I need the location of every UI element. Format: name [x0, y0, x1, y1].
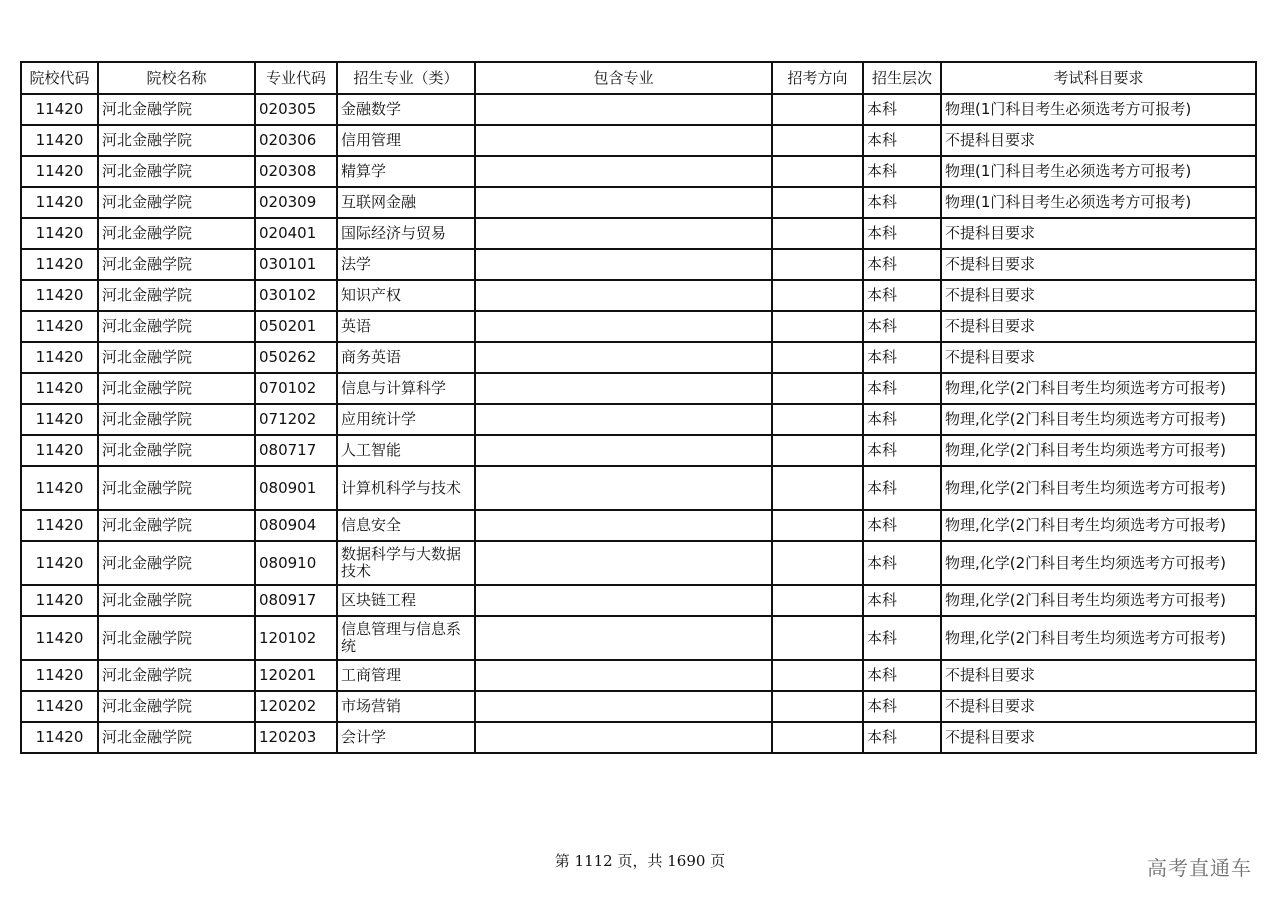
cell-major-code: 120102 — [255, 616, 337, 660]
cell-includes — [475, 585, 772, 616]
header-requirement: 考试科目要求 — [941, 62, 1256, 94]
cell-school-code: 11420 — [21, 280, 98, 311]
table-row — [21, 510, 1256, 541]
cell-school-code: 11420 — [21, 691, 98, 722]
cell-school-code: 11420 — [21, 585, 98, 616]
cell-school-name: 河北金融学院 — [98, 435, 255, 466]
cell-includes — [475, 722, 772, 753]
cell-includes — [475, 373, 772, 404]
cell-level: 本科 — [863, 311, 941, 342]
cell-school-name: 河北金融学院 — [98, 691, 255, 722]
cell-school-name: 河北金融学院 — [98, 404, 255, 435]
cell-requirement: 不提科目要求 — [941, 342, 1256, 373]
cell-major-code: 030101 — [255, 249, 337, 280]
table-body — [21, 94, 1256, 753]
cell-school-name: 河北金融学院 — [98, 541, 255, 585]
cell-direction — [772, 466, 863, 510]
cell-requirement: 不提科目要求 — [941, 311, 1256, 342]
cell-major: 数据科学与大数据技术 — [337, 541, 475, 585]
table-row — [21, 660, 1256, 691]
cell-direction — [772, 342, 863, 373]
cell-major-code: 120201 — [255, 660, 337, 691]
cell-major: 商务英语 — [337, 342, 475, 373]
cell-includes — [475, 218, 772, 249]
cell-major-code: 120203 — [255, 722, 337, 753]
cell-direction — [772, 404, 863, 435]
table-row — [21, 218, 1256, 249]
cell-school-code: 11420 — [21, 187, 98, 218]
cell-major-code: 020306 — [255, 125, 337, 156]
cell-level: 本科 — [863, 156, 941, 187]
cell-major: 区块链工程 — [337, 585, 475, 616]
cell-school-name: 河北金融学院 — [98, 218, 255, 249]
cell-includes — [475, 280, 772, 311]
table-row — [21, 541, 1256, 585]
cell-school-name: 河北金融学院 — [98, 94, 255, 125]
header-level: 招生层次 — [863, 62, 941, 94]
cell-major-code: 020308 — [255, 156, 337, 187]
cell-requirement: 物理(1门科目考生必须选考方可报考) — [941, 187, 1256, 218]
cell-major: 法学 — [337, 249, 475, 280]
cell-requirement: 不提科目要求 — [941, 660, 1256, 691]
cell-includes — [475, 249, 772, 280]
table-row — [21, 311, 1256, 342]
cell-school-name: 河北金融学院 — [98, 156, 255, 187]
cell-school-name: 河北金融学院 — [98, 373, 255, 404]
cell-school-name: 河北金融学院 — [98, 187, 255, 218]
cell-requirement: 物理,化学(2门科目考生均须选考方可报考) — [941, 435, 1256, 466]
cell-direction — [772, 311, 863, 342]
cell-school-name: 河北金融学院 — [98, 311, 255, 342]
cell-school-code: 11420 — [21, 342, 98, 373]
header-major-code: 专业代码 — [255, 62, 337, 94]
table-row — [21, 187, 1256, 218]
cell-level: 本科 — [863, 722, 941, 753]
cell-level: 本科 — [863, 585, 941, 616]
cell-major: 市场营销 — [337, 691, 475, 722]
cell-major-code: 080910 — [255, 541, 337, 585]
cell-level: 本科 — [863, 342, 941, 373]
cell-major-code: 120202 — [255, 691, 337, 722]
header-major: 招生专业（类） — [337, 62, 475, 94]
cell-school-code: 11420 — [21, 125, 98, 156]
cell-direction — [772, 616, 863, 660]
table-row — [21, 404, 1256, 435]
cell-includes — [475, 311, 772, 342]
cell-includes — [475, 435, 772, 466]
table-row — [21, 94, 1256, 125]
cell-school-code: 11420 — [21, 156, 98, 187]
cell-level: 本科 — [863, 280, 941, 311]
page-number: 第 1112 页，共 1690 页 — [554, 852, 726, 870]
cell-requirement: 不提科目要求 — [941, 691, 1256, 722]
cell-major: 信息管理与信息系统 — [337, 616, 475, 660]
cell-major-code: 030102 — [255, 280, 337, 311]
cell-includes — [475, 510, 772, 541]
cell-school-name: 河北金融学院 — [98, 660, 255, 691]
cell-includes — [475, 187, 772, 218]
cell-major-code: 050201 — [255, 311, 337, 342]
cell-major-code: 020309 — [255, 187, 337, 218]
cell-direction — [772, 125, 863, 156]
cell-requirement: 物理,化学(2门科目考生均须选考方可报考) — [941, 616, 1256, 660]
cell-requirement: 物理,化学(2门科目考生均须选考方可报考) — [941, 373, 1256, 404]
cell-major-code: 050262 — [255, 342, 337, 373]
cell-direction — [772, 373, 863, 404]
cell-school-code: 11420 — [21, 466, 98, 510]
cell-major: 工商管理 — [337, 660, 475, 691]
cell-includes — [475, 466, 772, 510]
header-school-code: 院校代码 — [21, 62, 98, 94]
cell-school-name: 河北金融学院 — [98, 510, 255, 541]
cell-includes — [475, 404, 772, 435]
cell-major-code: 020305 — [255, 94, 337, 125]
table-row — [21, 722, 1256, 753]
cell-major: 信用管理 — [337, 125, 475, 156]
cell-requirement: 物理,化学(2门科目考生均须选考方可报考) — [941, 541, 1256, 585]
cell-major-code: 071202 — [255, 404, 337, 435]
cell-requirement: 物理,化学(2门科目考生均须选考方可报考) — [941, 585, 1256, 616]
cell-school-code: 11420 — [21, 616, 98, 660]
cell-school-code: 11420 — [21, 404, 98, 435]
cell-school-code: 11420 — [21, 311, 98, 342]
cell-requirement: 物理,化学(2门科目考生均须选考方可报考) — [941, 510, 1256, 541]
cell-level: 本科 — [863, 541, 941, 585]
cell-major-code: 080901 — [255, 466, 337, 510]
cell-includes — [475, 156, 772, 187]
header-direction: 招考方向 — [772, 62, 863, 94]
cell-school-name: 河北金融学院 — [98, 616, 255, 660]
cell-school-code: 11420 — [21, 249, 98, 280]
cell-direction — [772, 187, 863, 218]
table-row — [21, 616, 1256, 660]
cell-school-name: 河北金融学院 — [98, 125, 255, 156]
table-row — [21, 125, 1256, 156]
cell-includes — [475, 342, 772, 373]
cell-requirement: 物理(1门科目考生必须选考方可报考) — [941, 156, 1256, 187]
cell-school-name: 河北金融学院 — [98, 342, 255, 373]
cell-requirement: 物理,化学(2门科目考生均须选考方可报考) — [941, 404, 1256, 435]
table-row — [21, 373, 1256, 404]
cell-requirement: 不提科目要求 — [941, 249, 1256, 280]
cell-level: 本科 — [863, 187, 941, 218]
cell-school-code: 11420 — [21, 541, 98, 585]
cell-major: 信息安全 — [337, 510, 475, 541]
table-row — [21, 249, 1256, 280]
cell-level: 本科 — [863, 404, 941, 435]
cell-major: 计算机科学与技术 — [337, 466, 475, 510]
cell-major-code: 080717 — [255, 435, 337, 466]
cell-level: 本科 — [863, 616, 941, 660]
cell-includes — [475, 94, 772, 125]
cell-level: 本科 — [863, 660, 941, 691]
table-row — [21, 280, 1256, 311]
cell-level: 本科 — [863, 94, 941, 125]
cell-major: 英语 — [337, 311, 475, 342]
cell-direction — [772, 585, 863, 616]
cell-school-code: 11420 — [21, 218, 98, 249]
cell-direction — [772, 435, 863, 466]
header-includes: 包含专业 — [475, 62, 772, 94]
table-row — [21, 585, 1256, 616]
cell-school-code: 11420 — [21, 660, 98, 691]
table-row — [21, 156, 1256, 187]
cell-requirement: 物理,化学(2门科目考生均须选考方可报考) — [941, 466, 1256, 510]
cell-requirement: 不提科目要求 — [941, 280, 1256, 311]
cell-major-code: 070102 — [255, 373, 337, 404]
cell-major: 知识产权 — [337, 280, 475, 311]
cell-major: 会计学 — [337, 722, 475, 753]
cell-major-code: 080917 — [255, 585, 337, 616]
cell-level: 本科 — [863, 125, 941, 156]
admission-table — [20, 61, 1257, 754]
cell-school-code: 11420 — [21, 722, 98, 753]
cell-requirement: 不提科目要求 — [941, 125, 1256, 156]
cell-school-code: 11420 — [21, 94, 98, 125]
cell-includes — [475, 616, 772, 660]
table-header-row — [21, 62, 1256, 94]
watermark: 高考直通车 — [1147, 856, 1252, 880]
cell-requirement: 不提科目要求 — [941, 722, 1256, 753]
cell-school-name: 河北金融学院 — [98, 585, 255, 616]
cell-major: 金融数学 — [337, 94, 475, 125]
cell-requirement: 物理(1门科目考生必须选考方可报考) — [941, 94, 1256, 125]
table-row — [21, 691, 1256, 722]
cell-includes — [475, 691, 772, 722]
cell-requirement: 不提科目要求 — [941, 218, 1256, 249]
cell-level: 本科 — [863, 249, 941, 280]
cell-level: 本科 — [863, 373, 941, 404]
cell-direction — [772, 691, 863, 722]
cell-level: 本科 — [863, 466, 941, 510]
cell-direction — [772, 660, 863, 691]
cell-major: 互联网金融 — [337, 187, 475, 218]
table-row — [21, 466, 1256, 510]
cell-direction — [772, 541, 863, 585]
cell-includes — [475, 125, 772, 156]
cell-level: 本科 — [863, 435, 941, 466]
cell-direction — [772, 280, 863, 311]
cell-school-name: 河北金融学院 — [98, 722, 255, 753]
cell-school-code: 11420 — [21, 510, 98, 541]
cell-includes — [475, 541, 772, 585]
cell-direction — [772, 249, 863, 280]
cell-major-code: 080904 — [255, 510, 337, 541]
header-school-name: 院校名称 — [98, 62, 255, 94]
cell-direction — [772, 218, 863, 249]
cell-major: 人工智能 — [337, 435, 475, 466]
cell-level: 本科 — [863, 691, 941, 722]
cell-school-name: 河北金融学院 — [98, 466, 255, 510]
table-row — [21, 342, 1256, 373]
cell-school-code: 11420 — [21, 435, 98, 466]
cell-direction — [772, 510, 863, 541]
table-row — [21, 435, 1256, 466]
cell-direction — [772, 722, 863, 753]
cell-level: 本科 — [863, 218, 941, 249]
cell-direction — [772, 156, 863, 187]
cell-major: 应用统计学 — [337, 404, 475, 435]
cell-includes — [475, 660, 772, 691]
cell-school-name: 河北金融学院 — [98, 280, 255, 311]
cell-level: 本科 — [863, 510, 941, 541]
cell-major: 信息与计算科学 — [337, 373, 475, 404]
cell-major: 国际经济与贸易 — [337, 218, 475, 249]
cell-school-name: 河北金融学院 — [98, 249, 255, 280]
cell-major: 精算学 — [337, 156, 475, 187]
cell-major-code: 020401 — [255, 218, 337, 249]
cell-school-code: 11420 — [21, 373, 98, 404]
cell-direction — [772, 94, 863, 125]
